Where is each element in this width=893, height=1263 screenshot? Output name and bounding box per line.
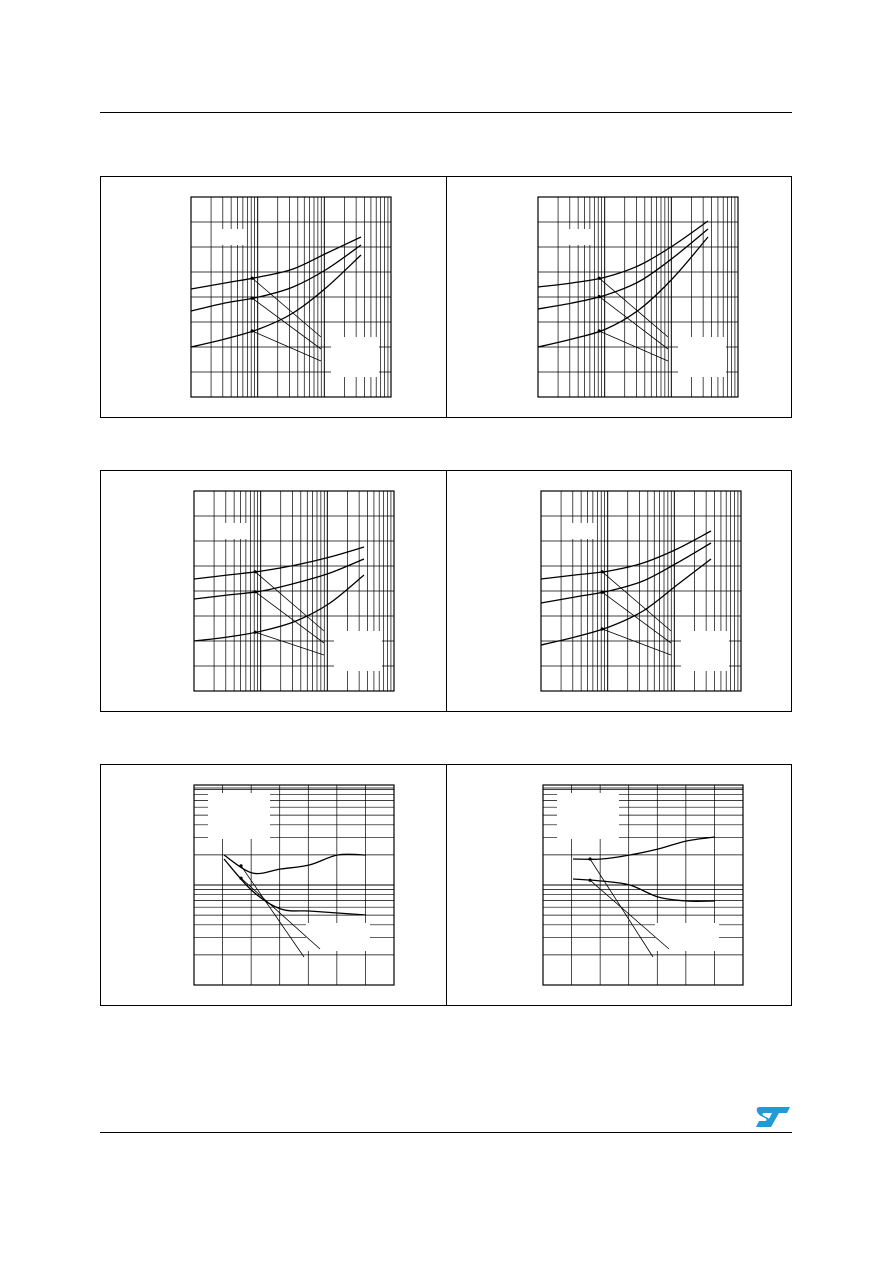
pointer-dot	[251, 329, 254, 332]
note-box	[334, 631, 382, 671]
pointer-line	[602, 629, 671, 655]
series-line	[191, 245, 361, 311]
pointer-dot	[598, 329, 601, 332]
series-line	[224, 854, 366, 873]
pointer-line	[252, 298, 321, 349]
series-line	[538, 237, 708, 347]
note-box	[681, 631, 729, 671]
note-box	[557, 793, 619, 839]
series-line	[538, 221, 708, 287]
pointer-line	[602, 592, 671, 643]
note-box	[569, 523, 595, 539]
note-box	[208, 793, 270, 839]
pointer-dot	[254, 570, 257, 573]
pointer-line	[599, 331, 668, 361]
footer-rule	[100, 1132, 792, 1133]
st-logo-mark	[756, 1107, 790, 1127]
figure-divider	[446, 765, 447, 1005]
series-line	[541, 543, 711, 603]
chart-3	[193, 490, 395, 692]
pointer-dot	[588, 879, 591, 882]
pointer-line	[602, 572, 671, 631]
note-box	[331, 337, 379, 377]
note-box	[219, 229, 245, 245]
series-line	[194, 547, 364, 579]
pointer-dot	[254, 590, 257, 593]
note-box	[222, 523, 248, 539]
note-box	[678, 337, 726, 377]
note-box	[655, 923, 719, 951]
pointer-dot	[598, 277, 601, 280]
pointer-dot	[601, 591, 604, 594]
pointer-dot	[588, 857, 591, 860]
pointer-dot	[254, 631, 257, 634]
pointer-line	[255, 572, 324, 631]
pointer-dot	[601, 627, 604, 630]
series-line	[573, 879, 715, 901]
chart-5	[193, 784, 395, 986]
pointer-line	[599, 278, 668, 337]
chart-4	[540, 490, 742, 692]
series-line	[191, 255, 361, 347]
st-logo	[754, 1104, 792, 1130]
series-line	[194, 559, 364, 599]
pointer-line	[252, 331, 321, 361]
note-box	[306, 923, 370, 951]
chart-2	[537, 196, 739, 398]
pointer-dot	[239, 864, 242, 867]
pointer-line	[599, 297, 668, 349]
pointer-dot	[601, 570, 604, 573]
pointer-dot	[251, 277, 254, 280]
figure-divider	[446, 177, 447, 417]
header-rule	[100, 112, 792, 113]
chart-1	[190, 196, 392, 398]
note-box	[566, 229, 592, 245]
pointer-dot	[598, 295, 601, 298]
figure-divider	[446, 471, 447, 711]
pointer-dot	[239, 877, 242, 880]
pointer-dot	[251, 297, 254, 300]
series-line	[541, 531, 711, 579]
chart-6	[542, 784, 744, 986]
series-line	[573, 837, 715, 859]
